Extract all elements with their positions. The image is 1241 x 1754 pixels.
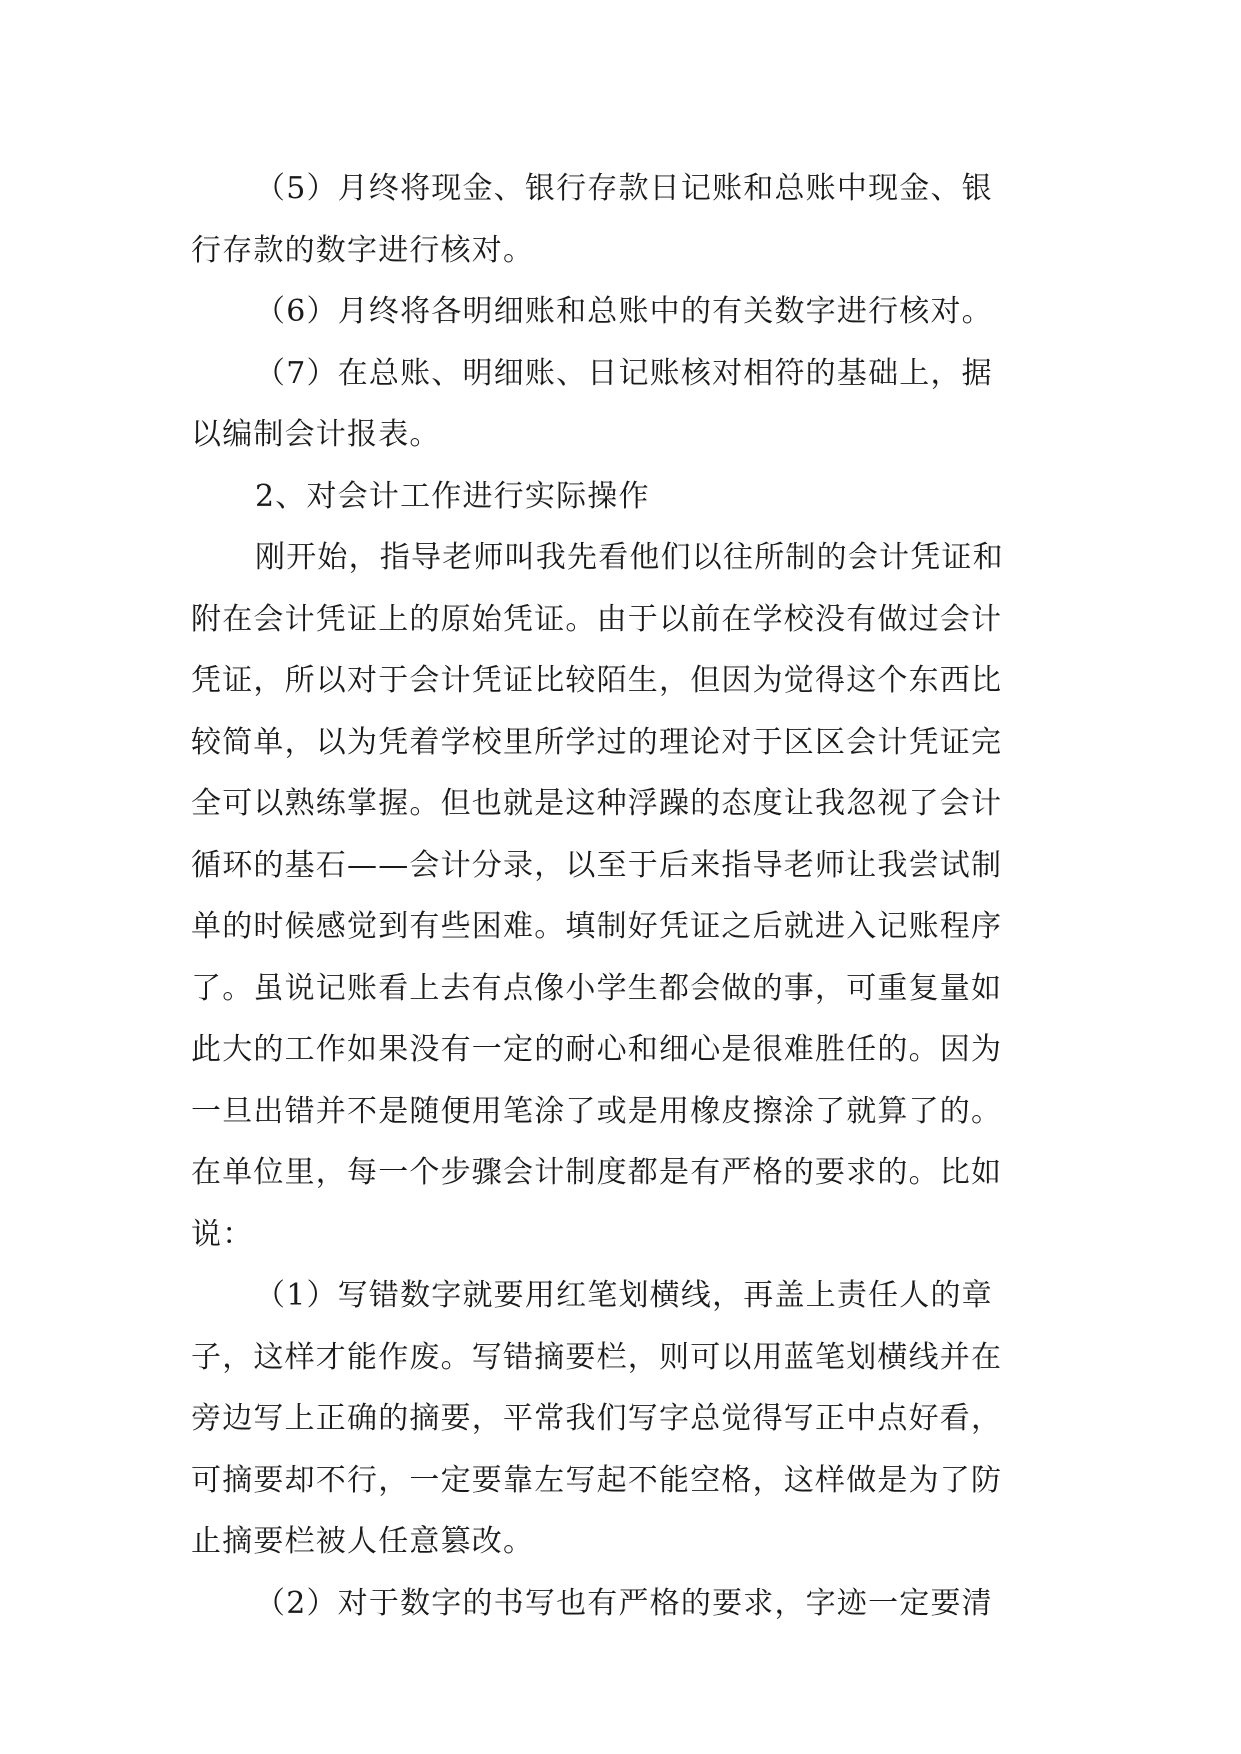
text-line: 刚开始，指导老师叫我先看他们以往所制的会计凭证和 — [255, 540, 1004, 575]
text-line: 在单位里，每一个步骤会计制度都是有严格的要求的。比如 — [191, 1155, 1003, 1190]
text-line: （2）对于数字的书写也有严格的要求，字迹一定要清 — [255, 1585, 993, 1621]
text-line: 说： — [191, 1216, 254, 1252]
text-line: 较简单，以为凭着学校里所学过的理论对于区区会计凭证完 — [191, 724, 1003, 760]
text-line: （5）月终将现金、银行存款日记账和总账中现金、银 — [255, 171, 993, 206]
text-line: 可摘要却不行，一定要靠左写起不能空格，这样做是为了防 — [191, 1462, 1003, 1498]
text-line: 单的时候感觉到有些困难。填制好凭证之后就进入记账程序 — [191, 909, 1003, 944]
text-line: 循环的基石——会计分录，以至于后来指导老师让我尝试制 — [191, 847, 1003, 883]
text-line: 附在会计凭证上的原始凭证。由于以前在学校没有做过会计 — [191, 601, 1003, 637]
text-line: （7）在总账、明细账、日记账核对相符的基础上，据 — [255, 355, 993, 391]
text-line: 子，这样才能作废。写错摘要栏，则可以用蓝笔划横线并在 — [191, 1339, 1003, 1375]
text-line: 凭证，所以对于会计凭证比较陌生，但因为觉得这个东西比 — [191, 663, 1003, 698]
text-line: 旁边写上正确的摘要，平常我们写字总觉得写正中点好看， — [191, 1401, 1003, 1436]
section-heading: 2、对会计工作进行实际操作 — [255, 478, 650, 514]
text-line: 一旦出错并不是随便用笔涂了或是用橡皮擦涂了就算了的。 — [191, 1093, 1003, 1129]
text-line: 以编制会计报表。 — [191, 417, 441, 452]
document-body — [191, 158, 1051, 1634]
text-line: 全可以熟练掌握。但也就是这种浮躁的态度让我忽视了会计 — [191, 786, 1003, 821]
text-line: 此大的工作如果没有一定的耐心和细心是很难胜任的。因为 — [191, 1032, 1003, 1067]
text-line: 了。虽说记账看上去有点像小学生都会做的事，可重复量如 — [191, 970, 1003, 1006]
text-line: （6）月终将各明细账和总账中的有关数字进行核对。 — [255, 294, 993, 329]
text-line: （1）写错数字就要用红笔划横线，再盖上责任人的章 — [255, 1278, 993, 1313]
text-line: 行存款的数字进行核对。 — [191, 232, 535, 268]
text-line: 止摘要栏被人任意篡改。 — [191, 1524, 535, 1559]
